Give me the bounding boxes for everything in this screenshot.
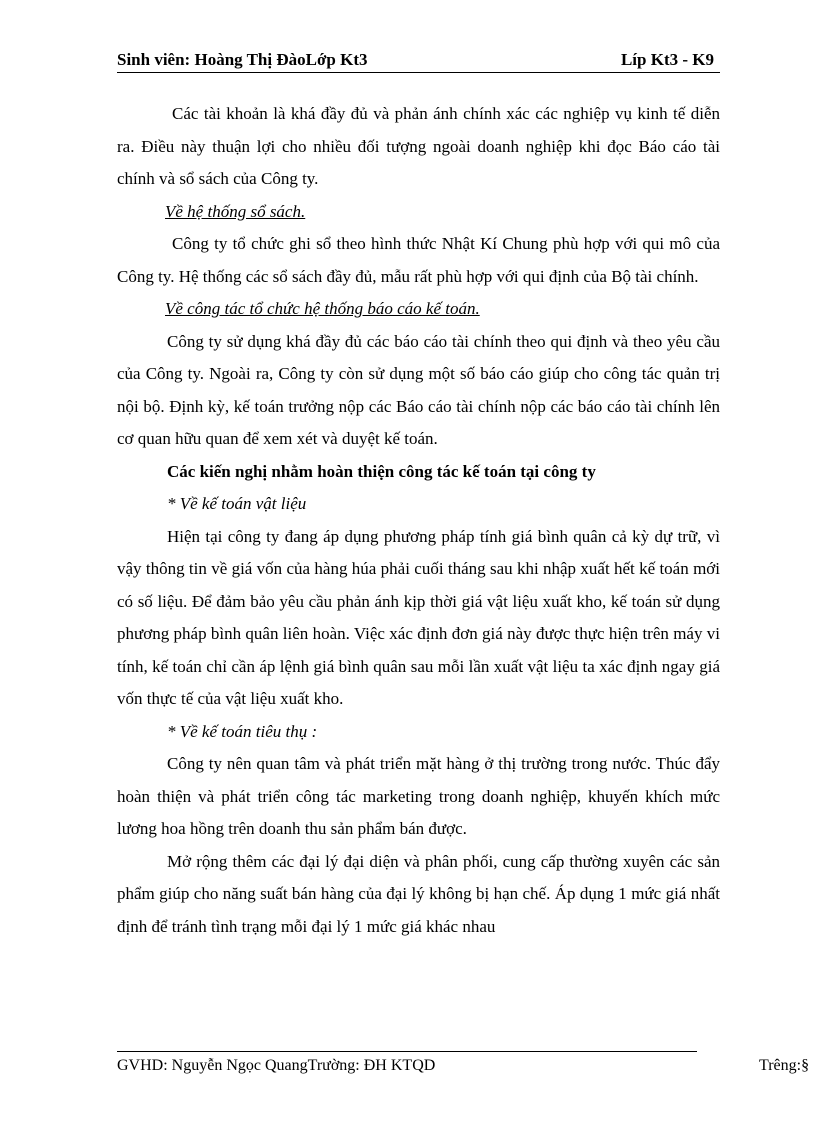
paragraph-materials: Hiện tại công ty đang áp dụng phương pháp tính giá bình quân cả kỳ dự trữ, vì vậy thông tin về giá vốn của hàng húa phải cuối tháng sau khi nhập xuất hết kế toán mới có số liệu. Để đảm bảo yêu cầu phản ánh kịp thời giá vật liệu xuất kho, kế toán sử dụng phương pháp bình quân liên hoàn. Việc xác định đơn giá này được thực hiện trên máy vi tính, kế toán chỉ cần áp lệnh giá bình quân sau mỗi lần xuất vật liệu ta xác định ngay giá vốn thực tế của vật liệu xuất kho.	[117, 526, 720, 708]
paragraph-agents: Mở rộng thêm các đại lý đại diện và phân phối, cung cấp thường xuyên các sản phẩm giúp cho năng suất bán hàng của đại lý không bị hạn chế. Áp dụng 1 mức giá nhất định để tránh tình trạng mỗi đại lý 1 mức giá khác nhau	[117, 851, 720, 936]
paragraph-accounts: Các tài khoản là khá đầy đủ và phản ánh chính xác các nghiệp vụ kinh tế diễn ra. Điều này thuận lợi cho nhiều đối tượng ngoài doanh nghiệp khi đọc Báo cáo tài chính và sổ sách của Công ty.	[117, 104, 720, 188]
subheading-materials: * Về kế toán vật liệu	[167, 494, 307, 513]
paragraph-sales: Công ty nên quan tâm và phát triển mặt hàng ở thị trường trong nước. Thúc đẩy hoàn thiện và phát triển công tác marketing trong doanh nghiệp, khuyến khích mức lương hoa hồng trên doanh thu sản phẩm bán được.	[117, 754, 720, 838]
page-body	[117, 98, 720, 943]
footer-page-label: Trêng:§	[759, 1057, 810, 1074]
subheading-reports: Về công tác tổ chức hệ thống báo cáo kế toán.	[165, 299, 480, 318]
header-student-info: Sinh viên: Hoàng Thị ĐàoLớp Kt3	[117, 50, 368, 69]
section-heading-recommendations: Các kiến nghị nhằm hoàn thiện công tác kế toán tại công ty	[167, 461, 596, 481]
page-header	[117, 48, 720, 73]
paragraph-reports: Công ty sử dụng khá đầy đủ các báo cáo tài chính theo qui định và theo yêu cầu của Công ty. Ngoài ra, Công ty còn sử dụng một số báo cáo giúp cho công tác quản trị nội bộ. Định kỳ, kế toán trưởng nộp các Báo cáo tài chính nộp các báo cáo tài chính lên cơ quan hữu quan để xem xét và duyệt kế toán.	[117, 331, 720, 448]
subheading-books: Về hệ thống sổ sách.	[165, 201, 306, 221]
footer-advisor: GVHD: Nguyễn Ngọc QuangTrường: ĐH KTQD	[117, 1057, 436, 1074]
header-class-info: Líp Kt3 - K9	[620, 50, 714, 69]
subheading-sales: * Về kế toán tiêu thụ :	[167, 721, 318, 741]
footer-divider	[117, 1051, 697, 1052]
paragraph-books: Công ty tổ chức ghi sổ theo hình thức Nhật Kí Chung phù hợp với qui mô của Công ty. Hệ thống các sổ sách đầy đủ, mẫu rất phù hợp với qui định của Bộ tài chính.	[117, 234, 720, 286]
